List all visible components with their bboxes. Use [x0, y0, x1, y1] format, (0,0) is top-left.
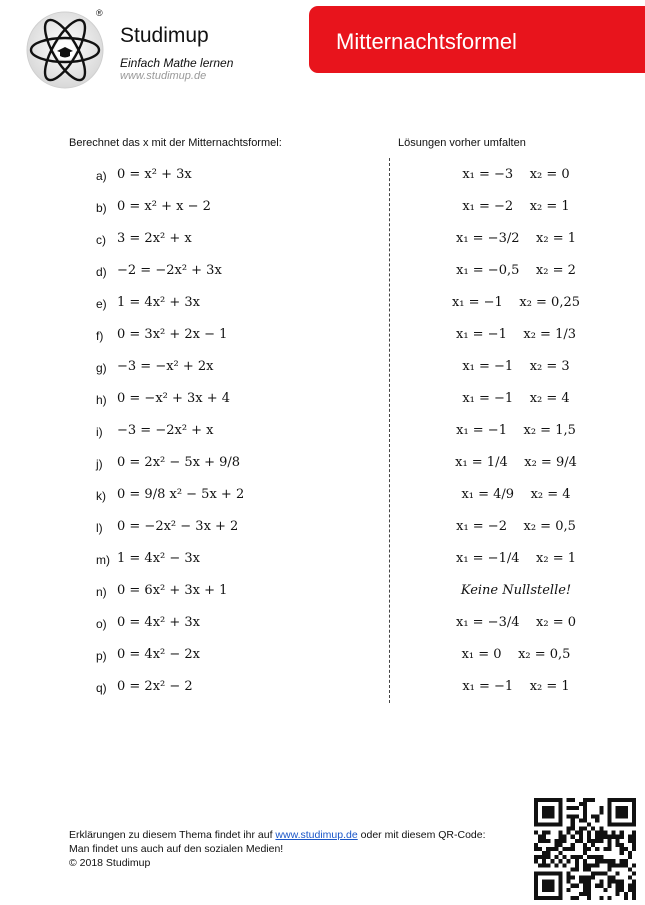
exercise-label: d) [96, 265, 107, 279]
exercise-row [0, 421, 645, 447]
exercise-row [0, 549, 645, 575]
exercise-solution: x₁ = 1/4 x₂ = 9/4 [455, 455, 577, 470]
exercise-label: i) [96, 425, 103, 439]
title-banner [309, 6, 645, 73]
exercise-label: b) [96, 201, 107, 215]
exercise-equation: 0 = 3x² + 2x − 1 [117, 327, 228, 342]
exercise-row [0, 293, 645, 319]
exercise-solution: x₁ = −1 x₂ = 1,5 [456, 423, 576, 438]
exercise-equation: 3 = 2x² + x [117, 231, 192, 246]
exercise-row [0, 517, 645, 543]
exercise-row [0, 485, 645, 511]
page-title: Mitternachtsformel [336, 29, 517, 54]
exercise-equation: 0 = x² + 3x [117, 167, 192, 182]
studimup-logo-icon [26, 8, 104, 90]
exercise-label: q) [96, 681, 107, 695]
exercise-label: k) [96, 489, 106, 503]
exercise-solution: x₁ = −2 x₂ = 1 [462, 199, 570, 214]
exercise-solution: x₁ = −1 x₂ = 4 [462, 391, 570, 406]
exercise-row [0, 261, 645, 287]
exercise-solution: x₁ = −1 x₂ = 3 [462, 359, 570, 374]
exercise-row [0, 453, 645, 479]
tagline: Einfach Mathe lernen [120, 56, 234, 70]
exercise-solution: x₁ = −2 x₂ = 0,5 [456, 519, 576, 534]
exercise-solution: x₁ = 4/9 x₂ = 4 [461, 487, 571, 502]
solutions-heading: Lösungen vorher umfalten [398, 137, 526, 149]
exercise-equation: −3 = −2x² + x [117, 423, 214, 438]
exercise-heading: Berechnet das x mit der Mitternachtsformel: [69, 137, 282, 149]
exercise-equation: 0 = 2x² − 2 [117, 679, 193, 694]
footer-line-1: Erklärungen zu diesem Thema findet ihr auf www.studimup.de oder mit diesem QR-Code: [69, 829, 486, 841]
exercise-equation: −2 = −2x² + 3x [117, 263, 222, 278]
exercise-row [0, 325, 645, 351]
exercise-label: p) [96, 649, 107, 663]
exercise-equation: 0 = x² + x − 2 [117, 199, 211, 214]
exercise-equation: 0 = 4x² + 3x [117, 615, 201, 630]
exercise-label: e) [96, 297, 107, 311]
registered-mark: ® [96, 8, 103, 18]
exercise-row [0, 357, 645, 383]
exercise-row [0, 677, 645, 703]
exercise-equation: −3 = −x² + 2x [117, 359, 214, 374]
footer-copyright: © 2018 Studimup [69, 857, 151, 869]
exercise-row [0, 389, 645, 415]
exercise-solution: x₁ = −3/2 x₂ = 1 [455, 231, 576, 246]
exercise-solution: x₁ = −3/4 x₂ = 0 [455, 615, 576, 630]
exercise-equation: 1 = 4x² − 3x [117, 551, 201, 566]
exercise-row [0, 645, 645, 671]
qr-code-icon[interactable] [534, 798, 636, 900]
exercise-equation: 0 = 6x² + 3x + 1 [117, 583, 228, 598]
exercise-row [0, 197, 645, 223]
exercise-label: m) [96, 553, 110, 567]
exercise-solution: x₁ = −1/4 x₂ = 1 [455, 551, 576, 566]
exercise-label: j) [96, 457, 103, 471]
exercise-solution: x₁ = −0,5 x₂ = 2 [456, 263, 576, 278]
exercise-equation: 0 = 9/8 x² − 5x + 2 [117, 487, 245, 502]
exercise-solution: x₁ = −3 x₂ = 0 [462, 167, 570, 182]
exercise-equation: 0 = −x² + 3x + 4 [117, 391, 231, 406]
exercise-equation: 0 = 4x² − 2x [117, 647, 201, 662]
exercise-row [0, 165, 645, 191]
exercise-label: n) [96, 585, 107, 599]
brand-name: Studimup [120, 24, 209, 47]
footer [69, 828, 486, 870]
exercise-label: h) [96, 393, 107, 407]
exercise-label: o) [96, 617, 107, 631]
website-text: www.studimup.de [120, 70, 207, 82]
exercise-solution: x₁ = 0 x₂ = 0,5 [461, 647, 571, 662]
exercise-row [0, 581, 645, 607]
exercise-solution: Keine Nullstelle! [460, 583, 572, 598]
exercise-label: c) [96, 233, 106, 247]
exercise-solution: x₁ = −1 x₂ = 1/3 [455, 327, 576, 342]
footer-line-2: Man findet uns auch auf den sozialen Medien! [69, 843, 284, 855]
exercise-equation: 1 = 4x² + 3x [117, 295, 201, 310]
exercise-label: l) [96, 521, 103, 535]
exercise-label: a) [96, 169, 107, 183]
exercise-equation: 0 = −2x² − 3x + 2 [117, 519, 239, 534]
exercise-solution: x₁ = −1 x₂ = 0,25 [451, 295, 581, 310]
exercise-row [0, 613, 645, 639]
exercise-equation: 0 = 2x² − 5x + 9/8 [117, 455, 241, 470]
exercise-label: g) [96, 361, 107, 375]
exercise-row [0, 229, 645, 255]
website-link[interactable]: www.studimup.de [275, 829, 358, 841]
exercise-solution: x₁ = −1 x₂ = 1 [462, 679, 570, 694]
exercise-label: f) [96, 329, 104, 343]
